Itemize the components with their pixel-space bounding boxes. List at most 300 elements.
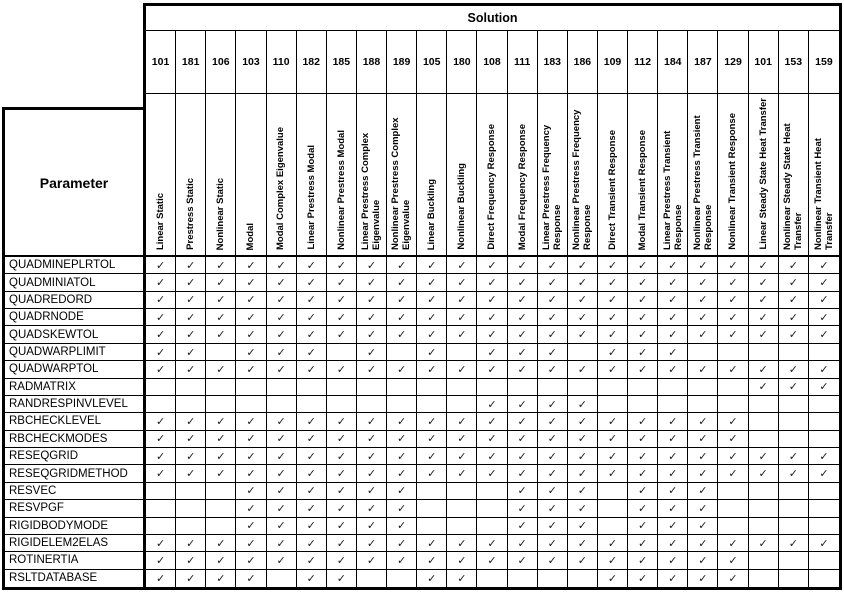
check-cell: ✓ xyxy=(236,465,266,482)
check-cell: ✓ xyxy=(267,361,297,378)
check-cell: ✓ xyxy=(417,361,447,378)
check-cell: ✓ xyxy=(688,535,718,552)
check-cell: ✓ xyxy=(779,326,809,343)
empty-cell xyxy=(749,396,779,413)
check-cell: ✓ xyxy=(658,518,688,535)
check-cell: ✓ xyxy=(447,465,477,482)
check-cell: ✓ xyxy=(658,274,688,291)
check-cell: ✓ xyxy=(809,292,839,309)
empty-cell xyxy=(658,379,688,396)
solution-column-label-text: Prestress Static xyxy=(185,178,197,250)
check-cell: ✓ xyxy=(688,292,718,309)
solution-column-label xyxy=(357,94,387,255)
check-cell: ✓ xyxy=(749,535,779,552)
check-cell: ✓ xyxy=(688,326,718,343)
solution-code-header: 101 xyxy=(146,31,176,93)
check-cell: ✓ xyxy=(206,552,236,569)
check-cell: ✓ xyxy=(267,465,297,482)
check-cell: ✓ xyxy=(267,274,297,291)
empty-cell xyxy=(809,344,839,361)
empty-cell xyxy=(749,570,779,587)
check-cell: ✓ xyxy=(809,361,839,378)
parameter-header: Parameter xyxy=(5,110,143,257)
check-cell: ✓ xyxy=(718,257,748,274)
parameter-row-label: RIGIDELEM2ELAS xyxy=(5,535,143,552)
check-cell: ✓ xyxy=(538,552,568,569)
empty-cell xyxy=(477,518,507,535)
check-cell: ✓ xyxy=(477,413,507,430)
empty-cell xyxy=(267,396,297,413)
check-cell: ✓ xyxy=(598,465,628,482)
solution-code-header: 110 xyxy=(267,31,297,93)
check-cell: ✓ xyxy=(417,431,447,448)
check-cell: ✓ xyxy=(477,292,507,309)
check-cell: ✓ xyxy=(236,552,266,569)
solution-column-label-text: Linear Prestress Transient Response xyxy=(661,130,684,250)
empty-cell xyxy=(718,518,748,535)
solution-column-label-text: Linear Steady State Heat Transfer xyxy=(757,98,769,250)
solution-column-label-text: Modal Frequency Response xyxy=(516,123,528,250)
empty-cell xyxy=(327,344,357,361)
empty-cell xyxy=(688,379,718,396)
empty-cell xyxy=(357,396,387,413)
solution-code-header: 111 xyxy=(508,31,538,93)
check-cell: ✓ xyxy=(688,309,718,326)
check-cell: ✓ xyxy=(779,257,809,274)
empty-cell xyxy=(749,552,779,569)
check-cell: ✓ xyxy=(267,500,297,517)
empty-cell xyxy=(809,500,839,517)
check-cell: ✓ xyxy=(267,257,297,274)
check-cell: ✓ xyxy=(779,465,809,482)
check-cell: ✓ xyxy=(327,309,357,326)
check-cell: ✓ xyxy=(267,413,297,430)
empty-cell xyxy=(176,500,206,517)
empty-cell xyxy=(749,518,779,535)
check-cell: ✓ xyxy=(176,465,206,482)
check-cell: ✓ xyxy=(236,309,266,326)
solution-column-label-text: Modal Transient Response xyxy=(637,129,649,250)
check-cell: ✓ xyxy=(236,431,266,448)
solution-column-label xyxy=(538,94,568,255)
solution-column-label-text: Direct Transient Response xyxy=(606,130,618,250)
solution-code-header: 183 xyxy=(538,31,568,93)
empty-cell xyxy=(447,483,477,500)
check-cell: ✓ xyxy=(146,344,176,361)
check-cell: ✓ xyxy=(718,535,748,552)
check-cell: ✓ xyxy=(658,431,688,448)
check-cell: ✓ xyxy=(508,292,538,309)
check-cell: ✓ xyxy=(628,535,658,552)
check-cell: ✓ xyxy=(568,309,598,326)
check-cell: ✓ xyxy=(658,500,688,517)
check-cell: ✓ xyxy=(267,518,297,535)
empty-cell xyxy=(538,570,568,587)
check-cell: ✓ xyxy=(297,483,327,500)
check-cell: ✓ xyxy=(688,448,718,465)
check-cell: ✓ xyxy=(297,274,327,291)
check-cell: ✓ xyxy=(417,292,447,309)
check-cell: ✓ xyxy=(688,483,718,500)
empty-cell xyxy=(477,379,507,396)
check-cell: ✓ xyxy=(387,483,417,500)
empty-cell xyxy=(146,379,176,396)
check-cell: ✓ xyxy=(236,344,266,361)
check-cell: ✓ xyxy=(508,326,538,343)
check-cell: ✓ xyxy=(508,344,538,361)
empty-cell xyxy=(176,379,206,396)
check-cell: ✓ xyxy=(357,274,387,291)
empty-cell xyxy=(749,344,779,361)
check-cell: ✓ xyxy=(628,431,658,448)
empty-cell xyxy=(779,431,809,448)
empty-cell xyxy=(417,379,447,396)
solution-column-label xyxy=(417,94,447,255)
empty-cell xyxy=(809,570,839,587)
check-cell: ✓ xyxy=(206,448,236,465)
check-cell: ✓ xyxy=(206,274,236,291)
check-cell: ✓ xyxy=(809,465,839,482)
solution-code-header: 112 xyxy=(628,31,658,93)
empty-cell xyxy=(447,344,477,361)
check-cell: ✓ xyxy=(206,292,236,309)
check-cell: ✓ xyxy=(206,465,236,482)
check-cell: ✓ xyxy=(236,361,266,378)
parameter-row-label: RESVPGF xyxy=(5,500,143,517)
check-cell: ✓ xyxy=(809,326,839,343)
check-cell: ✓ xyxy=(206,326,236,343)
solution-code-header: 129 xyxy=(718,31,748,93)
empty-cell xyxy=(206,518,236,535)
solution-column-label xyxy=(508,94,538,255)
empty-cell xyxy=(417,518,447,535)
check-cell: ✓ xyxy=(688,465,718,482)
check-cell: ✓ xyxy=(508,518,538,535)
check-cell: ✓ xyxy=(297,257,327,274)
check-cell: ✓ xyxy=(297,413,327,430)
check-cell: ✓ xyxy=(508,465,538,482)
check-cell: ✓ xyxy=(267,292,297,309)
check-cell: ✓ xyxy=(387,518,417,535)
parameter-row-label: RIGIDBODYMODE xyxy=(5,518,143,535)
empty-cell xyxy=(477,483,507,500)
check-cell: ✓ xyxy=(236,570,266,587)
empty-cell xyxy=(417,500,447,517)
check-cell: ✓ xyxy=(417,465,447,482)
check-cell: ✓ xyxy=(146,413,176,430)
solution-column-label xyxy=(297,94,327,255)
check-cell: ✓ xyxy=(628,309,658,326)
empty-cell xyxy=(688,396,718,413)
check-cell: ✓ xyxy=(568,361,598,378)
empty-cell xyxy=(387,570,417,587)
check-cell: ✓ xyxy=(357,292,387,309)
check-cell: ✓ xyxy=(538,344,568,361)
check-cell: ✓ xyxy=(538,518,568,535)
check-cell: ✓ xyxy=(327,535,357,552)
check-cell: ✓ xyxy=(387,326,417,343)
parameter-row-label: QUADMINIATOL xyxy=(5,274,143,291)
empty-cell xyxy=(387,379,417,396)
parameter-row-label: QUADWARPLIMIT xyxy=(5,344,143,361)
empty-cell xyxy=(749,431,779,448)
empty-cell xyxy=(749,483,779,500)
check-cell: ✓ xyxy=(206,309,236,326)
solution-labels-row xyxy=(146,94,839,257)
check-cell: ✓ xyxy=(477,326,507,343)
check-cell: ✓ xyxy=(749,274,779,291)
check-cell: ✓ xyxy=(447,448,477,465)
empty-cell xyxy=(628,396,658,413)
empty-cell xyxy=(477,500,507,517)
check-cell: ✓ xyxy=(508,396,538,413)
solution-code-header: 106 xyxy=(206,31,236,93)
check-cell: ✓ xyxy=(206,361,236,378)
check-cell: ✓ xyxy=(146,326,176,343)
empty-cell xyxy=(206,379,236,396)
check-cell: ✓ xyxy=(267,552,297,569)
check-cell: ✓ xyxy=(688,570,718,587)
empty-cell xyxy=(297,396,327,413)
check-cell: ✓ xyxy=(176,413,206,430)
solution-code-header: 181 xyxy=(176,31,206,93)
check-cell: ✓ xyxy=(508,361,538,378)
check-cell: ✓ xyxy=(447,552,477,569)
check-cell: ✓ xyxy=(598,413,628,430)
check-cell: ✓ xyxy=(357,448,387,465)
empty-cell xyxy=(779,570,809,587)
check-cell: ✓ xyxy=(417,344,447,361)
check-cell: ✓ xyxy=(568,431,598,448)
parameter-column xyxy=(2,107,143,590)
empty-cell xyxy=(297,379,327,396)
check-cell: ✓ xyxy=(538,431,568,448)
check-cell: ✓ xyxy=(327,448,357,465)
check-cell: ✓ xyxy=(297,292,327,309)
solution-column-label xyxy=(146,94,176,255)
check-cell: ✓ xyxy=(477,257,507,274)
check-cell: ✓ xyxy=(206,257,236,274)
check-cell: ✓ xyxy=(809,274,839,291)
check-cell: ✓ xyxy=(658,257,688,274)
check-cell: ✓ xyxy=(628,326,658,343)
solution-code-header: 185 xyxy=(327,31,357,93)
check-cell: ✓ xyxy=(658,292,688,309)
check-cell: ✓ xyxy=(387,292,417,309)
check-cell: ✓ xyxy=(146,465,176,482)
empty-cell xyxy=(447,500,477,517)
solution-column-label-text: Direct Frequency Response xyxy=(486,124,498,250)
check-cell: ✓ xyxy=(417,535,447,552)
check-cell: ✓ xyxy=(387,465,417,482)
check-cell: ✓ xyxy=(538,292,568,309)
solution-column-label xyxy=(749,94,779,255)
check-cell: ✓ xyxy=(718,465,748,482)
check-cell: ✓ xyxy=(357,483,387,500)
check-cell: ✓ xyxy=(327,257,357,274)
empty-cell xyxy=(718,396,748,413)
check-cell: ✓ xyxy=(417,257,447,274)
empty-cell xyxy=(658,396,688,413)
solution-code-header: 109 xyxy=(598,31,628,93)
check-cell: ✓ xyxy=(477,535,507,552)
check-cell: ✓ xyxy=(718,326,748,343)
empty-cell xyxy=(206,483,236,500)
solution-column-label xyxy=(628,94,658,255)
check-cell: ✓ xyxy=(508,500,538,517)
solution-code-header: 108 xyxy=(477,31,507,93)
check-cell: ✓ xyxy=(146,552,176,569)
check-cell: ✓ xyxy=(477,448,507,465)
check-cell: ✓ xyxy=(628,274,658,291)
parameter-row-label: QUADREDORD xyxy=(5,292,143,309)
check-cell: ✓ xyxy=(176,257,206,274)
check-cell: ✓ xyxy=(327,274,357,291)
check-cell: ✓ xyxy=(628,552,658,569)
check-cell: ✓ xyxy=(447,570,477,587)
check-cell: ✓ xyxy=(447,326,477,343)
check-cell: ✓ xyxy=(658,448,688,465)
check-cell: ✓ xyxy=(357,535,387,552)
empty-cell xyxy=(779,552,809,569)
check-cell: ✓ xyxy=(267,344,297,361)
check-cell: ✓ xyxy=(447,361,477,378)
check-cell: ✓ xyxy=(749,465,779,482)
check-cell: ✓ xyxy=(236,326,266,343)
empty-cell xyxy=(357,570,387,587)
solution-column-label-text: Nonlinear Prestress Transient Response xyxy=(691,115,714,250)
check-cell: ✓ xyxy=(267,535,297,552)
empty-cell xyxy=(387,396,417,413)
check-cell: ✓ xyxy=(538,448,568,465)
check-cell: ✓ xyxy=(327,570,357,587)
parameter-row-label: ROTINERTIA xyxy=(5,552,143,569)
check-cell: ✓ xyxy=(176,292,206,309)
check-cell: ✓ xyxy=(538,413,568,430)
empty-cell xyxy=(809,552,839,569)
empty-cell xyxy=(387,344,417,361)
check-cell: ✓ xyxy=(176,344,206,361)
parameter-row-label: RANDRESPINVLEVEL xyxy=(5,396,143,413)
check-cell: ✓ xyxy=(688,361,718,378)
solution-column-label xyxy=(718,94,748,255)
check-cell: ✓ xyxy=(658,483,688,500)
check-cell: ✓ xyxy=(206,431,236,448)
empty-cell xyxy=(688,344,718,361)
check-cell: ✓ xyxy=(508,413,538,430)
check-cell: ✓ xyxy=(658,361,688,378)
check-cell: ✓ xyxy=(236,448,266,465)
solution-column-label xyxy=(779,94,809,255)
check-cell: ✓ xyxy=(297,361,327,378)
empty-cell xyxy=(267,570,297,587)
check-cell: ✓ xyxy=(598,326,628,343)
parameter-row-label: QUADMINEPLRTOL xyxy=(5,257,143,274)
empty-cell xyxy=(146,396,176,413)
check-cell: ✓ xyxy=(508,552,538,569)
solution-code-header: 103 xyxy=(236,31,266,93)
check-cell: ✓ xyxy=(267,326,297,343)
solution-column-label xyxy=(327,94,357,255)
check-cell: ✓ xyxy=(477,465,507,482)
empty-cell xyxy=(598,483,628,500)
check-cell: ✓ xyxy=(538,361,568,378)
check-cell: ✓ xyxy=(538,483,568,500)
empty-cell xyxy=(206,344,236,361)
parameter-rows xyxy=(5,257,143,587)
check-cell: ✓ xyxy=(749,379,779,396)
solution-column-label-text: Nonlinear Steady State Heat Transfer xyxy=(782,123,805,250)
check-cell: ✓ xyxy=(718,309,748,326)
check-cell: ✓ xyxy=(658,344,688,361)
empty-cell xyxy=(598,396,628,413)
check-cell: ✓ xyxy=(718,431,748,448)
check-cell: ✓ xyxy=(538,465,568,482)
check-cell: ✓ xyxy=(779,361,809,378)
check-cell: ✓ xyxy=(568,500,598,517)
check-cell: ✓ xyxy=(568,448,598,465)
solution-table xyxy=(143,3,842,590)
check-cell: ✓ xyxy=(718,570,748,587)
solution-column-label xyxy=(447,94,477,255)
check-cell: ✓ xyxy=(176,326,206,343)
check-cell: ✓ xyxy=(327,413,357,430)
check-cell: ✓ xyxy=(538,500,568,517)
solution-column-label-text: Nonlinear Transient Heat Transfer xyxy=(812,138,835,250)
empty-cell xyxy=(267,379,297,396)
check-cell: ✓ xyxy=(779,535,809,552)
check-cell: ✓ xyxy=(387,552,417,569)
check-cell: ✓ xyxy=(297,309,327,326)
empty-cell xyxy=(417,396,447,413)
parameter-row-label: RESEQGRIDMETHOD xyxy=(5,465,143,482)
check-cell: ✓ xyxy=(568,535,598,552)
check-cell: ✓ xyxy=(357,500,387,517)
empty-cell xyxy=(598,500,628,517)
empty-cell xyxy=(568,570,598,587)
solution-column-label xyxy=(206,94,236,255)
empty-cell xyxy=(749,413,779,430)
check-cell: ✓ xyxy=(628,465,658,482)
check-cell: ✓ xyxy=(809,257,839,274)
empty-cell xyxy=(176,396,206,413)
check-cell: ✓ xyxy=(357,465,387,482)
check-cell: ✓ xyxy=(236,274,266,291)
empty-cell xyxy=(146,483,176,500)
check-cell: ✓ xyxy=(206,413,236,430)
check-cell: ✓ xyxy=(236,500,266,517)
check-cell: ✓ xyxy=(628,448,658,465)
solution-column-label xyxy=(809,94,839,255)
empty-cell xyxy=(568,379,598,396)
check-cell: ✓ xyxy=(176,361,206,378)
empty-cell xyxy=(718,379,748,396)
check-cell: ✓ xyxy=(297,552,327,569)
parameter-row-label: QUADRNODE xyxy=(5,309,143,326)
solution-column-label xyxy=(688,94,718,255)
empty-cell xyxy=(477,570,507,587)
empty-cell xyxy=(718,500,748,517)
parameter-row-label: RSLTDATABASE xyxy=(9,572,98,585)
check-cell: ✓ xyxy=(357,413,387,430)
check-cell: ✓ xyxy=(598,309,628,326)
check-cell: ✓ xyxy=(236,483,266,500)
check-cell: ✓ xyxy=(327,431,357,448)
check-cell: ✓ xyxy=(508,309,538,326)
empty-cell xyxy=(508,379,538,396)
empty-cell xyxy=(327,396,357,413)
check-cell: ✓ xyxy=(538,274,568,291)
